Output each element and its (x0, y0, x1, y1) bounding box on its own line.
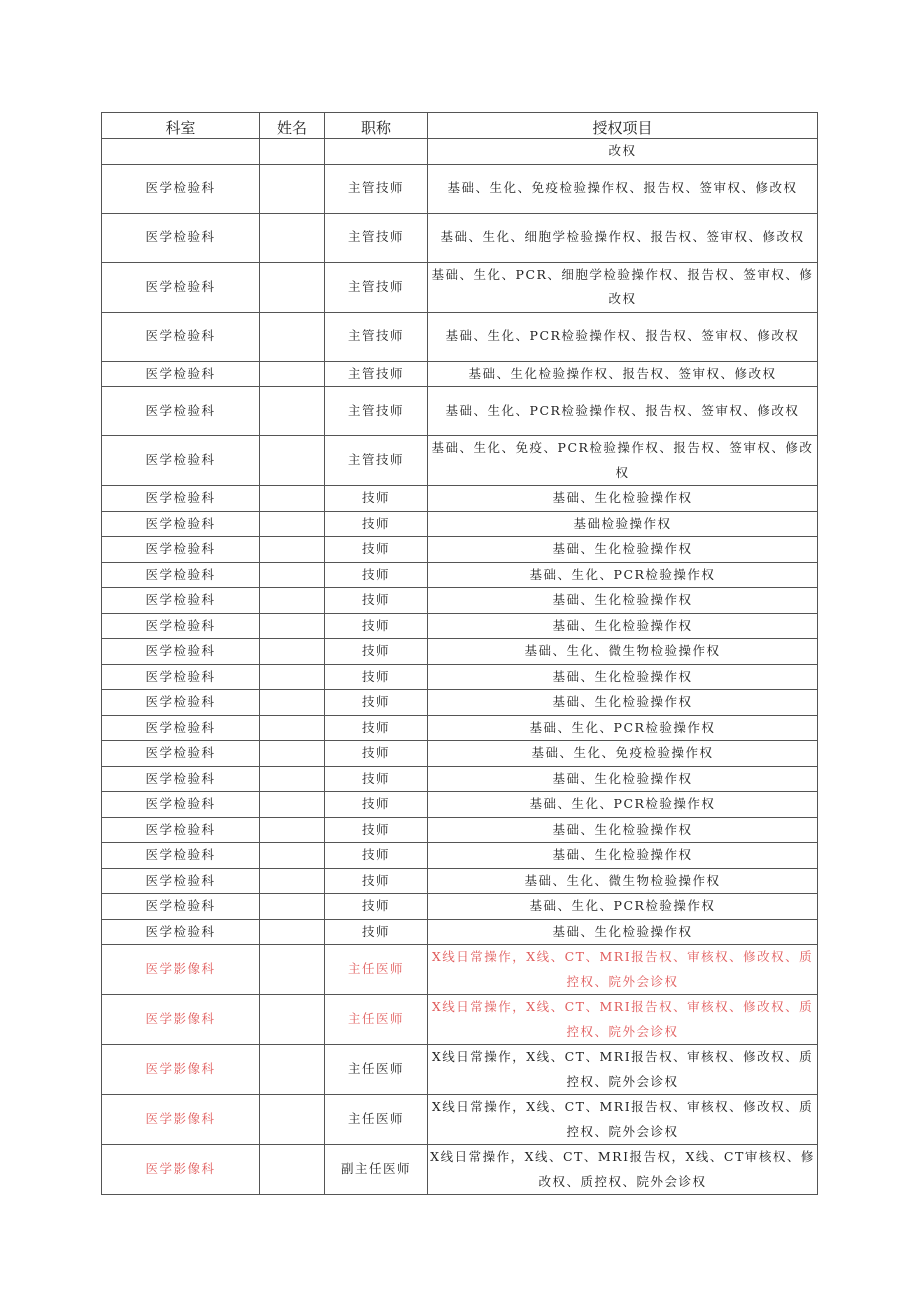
table-row (102, 1145, 818, 1195)
title-cell: 主管技师 (325, 312, 428, 361)
name-cell (260, 894, 325, 920)
title-cell: 技师 (325, 919, 428, 945)
dept-cell: 医学检验科 (102, 511, 260, 537)
table-row (102, 792, 818, 818)
scope-cell: X线日常操作，X线、CT、MRI报告权、审核权、修改权、质控权、院外会诊权 (428, 995, 818, 1045)
name-cell (260, 613, 325, 639)
scope-cell: 基础、生化检验操作权、报告权、签审权、修改权 (428, 361, 818, 387)
dept-cell: 医学检验科 (102, 766, 260, 792)
title-cell: 技师 (325, 741, 428, 767)
title-cell: 技师 (325, 766, 428, 792)
title-cell: 主任医师 (325, 1045, 428, 1095)
scope-cell: 基础、生化检验操作权 (428, 588, 818, 614)
dept-cell: 医学检验科 (102, 562, 260, 588)
title-cell: 主管技师 (325, 262, 428, 312)
header-title: 职称 (325, 113, 428, 139)
table-row (102, 741, 818, 767)
dept-cell: 医学检验科 (102, 312, 260, 361)
title-cell: 技师 (325, 511, 428, 537)
table-row (102, 537, 818, 563)
table-row (102, 817, 818, 843)
table-row (102, 588, 818, 614)
table-row (102, 1095, 818, 1145)
name-cell (260, 715, 325, 741)
scope-cell: 基础、生化、PCR检验操作权 (428, 792, 818, 818)
name-cell (260, 919, 325, 945)
name-cell (260, 995, 325, 1045)
name-cell (260, 139, 325, 165)
scope-cell: 基础、生化、免疫、PCR检验操作权、报告权、签审权、修改权 (428, 436, 818, 486)
dept-cell: 医学检验科 (102, 262, 260, 312)
scope-cell: X线日常操作，X线、CT、MRI报告权、审核权、修改权、质控权、院外会诊权 (428, 1045, 818, 1095)
table-body (102, 139, 818, 1195)
dept-cell: 医学检验科 (102, 715, 260, 741)
dept-cell (102, 139, 260, 165)
name-cell (260, 213, 325, 262)
scope-cell: 基础、生化、微生物检验操作权 (428, 868, 818, 894)
title-cell: 主任医师 (325, 945, 428, 995)
scope-cell: 基础、生化检验操作权 (428, 817, 818, 843)
table-row (102, 511, 818, 537)
table-row (102, 436, 818, 486)
title-cell: 副主任医师 (325, 1145, 428, 1195)
scope-cell: 基础、生化、PCR检验操作权、报告权、签审权、修改权 (428, 387, 818, 436)
table-row (102, 766, 818, 792)
header-scope: 授权项目 (428, 113, 818, 139)
dept-cell: 医学影像科 (102, 995, 260, 1045)
dept-cell: 医学影像科 (102, 945, 260, 995)
name-cell (260, 361, 325, 387)
name-cell (260, 312, 325, 361)
dept-cell: 医学影像科 (102, 1045, 260, 1095)
scope-cell: 基础、生化、PCR、细胞学检验操作权、报告权、签审权、修改权 (428, 262, 818, 312)
header-name: 姓名 (260, 113, 325, 139)
table-row (102, 213, 818, 262)
header-dept: 科室 (102, 113, 260, 139)
title-cell: 主管技师 (325, 361, 428, 387)
scope-cell: 基础、生化检验操作权 (428, 766, 818, 792)
table-row (102, 312, 818, 361)
title-cell: 技师 (325, 537, 428, 563)
scope-cell: 基础、生化检验操作权 (428, 613, 818, 639)
dept-cell: 医学影像科 (102, 1095, 260, 1145)
table-row (102, 690, 818, 716)
name-cell (260, 741, 325, 767)
title-cell: 技师 (325, 843, 428, 869)
title-cell: 主任医师 (325, 1095, 428, 1145)
table-row (102, 387, 818, 436)
dept-cell: 医学检验科 (102, 164, 260, 213)
scope-cell: X线日常操作，X线、CT、MRI报告权、审核权、修改权、质控权、院外会诊权 (428, 1095, 818, 1145)
scope-cell: 基础、生化检验操作权 (428, 537, 818, 563)
scope-cell: 基础、生化、微生物检验操作权 (428, 639, 818, 665)
dept-cell: 医学检验科 (102, 537, 260, 563)
name-cell (260, 1145, 325, 1195)
dept-cell: 医学检验科 (102, 588, 260, 614)
scope-cell: 基础、生化、细胞学检验操作权、报告权、签审权、修改权 (428, 213, 818, 262)
name-cell (260, 817, 325, 843)
scope-cell: 基础、生化检验操作权 (428, 664, 818, 690)
table-row (102, 664, 818, 690)
scope-cell: 基础、生化、PCR检验操作权、报告权、签审权、修改权 (428, 312, 818, 361)
dept-cell: 医学检验科 (102, 868, 260, 894)
title-cell: 主管技师 (325, 436, 428, 486)
dept-cell: 医学检验科 (102, 792, 260, 818)
name-cell (260, 792, 325, 818)
scope-cell: X线日常操作，X线、CT、MRI报告权，X线、CT审核权、修改权、质控权、院外会诊权 (428, 1145, 818, 1195)
table-row (102, 894, 818, 920)
dept-cell: 医学检验科 (102, 919, 260, 945)
title-cell: 技师 (325, 690, 428, 716)
table-row (102, 715, 818, 741)
table-row (102, 945, 818, 995)
table-row (102, 613, 818, 639)
title-cell: 技师 (325, 817, 428, 843)
table-row (102, 562, 818, 588)
dept-cell: 医学检验科 (102, 664, 260, 690)
scope-cell: 基础、生化检验操作权 (428, 486, 818, 512)
title-cell (325, 139, 428, 165)
table-row (102, 639, 818, 665)
name-cell (260, 945, 325, 995)
title-cell: 技师 (325, 588, 428, 614)
name-cell (260, 562, 325, 588)
name-cell (260, 537, 325, 563)
scope-cell: 基础、生化、PCR检验操作权 (428, 715, 818, 741)
name-cell (260, 486, 325, 512)
table-header-row (102, 113, 818, 139)
dept-cell: 医学检验科 (102, 690, 260, 716)
name-cell (260, 868, 325, 894)
scope-cell: 基础、生化检验操作权 (428, 919, 818, 945)
scope-cell: 改权 (428, 139, 818, 165)
table-row (102, 139, 818, 165)
dept-cell: 医学检验科 (102, 817, 260, 843)
table-row (102, 164, 818, 213)
name-cell (260, 843, 325, 869)
dept-cell: 医学检验科 (102, 894, 260, 920)
dept-cell: 医学检验科 (102, 213, 260, 262)
dept-cell: 医学影像科 (102, 1145, 260, 1195)
title-cell: 技师 (325, 894, 428, 920)
table-row (102, 262, 818, 312)
title-cell: 技师 (325, 613, 428, 639)
dept-cell: 医学检验科 (102, 361, 260, 387)
name-cell (260, 262, 325, 312)
scope-cell: 基础、生化、PCR检验操作权 (428, 894, 818, 920)
dept-cell: 医学检验科 (102, 486, 260, 512)
table-row (102, 995, 818, 1045)
scope-cell: 基础、生化、免疫检验操作权 (428, 741, 818, 767)
name-cell (260, 164, 325, 213)
table-row (102, 843, 818, 869)
name-cell (260, 690, 325, 716)
name-cell (260, 639, 325, 665)
dept-cell: 医学检验科 (102, 843, 260, 869)
name-cell (260, 1095, 325, 1145)
title-cell: 主任医师 (325, 995, 428, 1045)
authorization-table (101, 112, 818, 1195)
scope-cell: 基础、生化、免疫检验操作权、报告权、签审权、修改权 (428, 164, 818, 213)
title-cell: 技师 (325, 664, 428, 690)
name-cell (260, 436, 325, 486)
title-cell: 主管技师 (325, 213, 428, 262)
dept-cell: 医学检验科 (102, 387, 260, 436)
name-cell (260, 766, 325, 792)
table-row (102, 868, 818, 894)
scope-cell: 基础、生化检验操作权 (428, 690, 818, 716)
dept-cell: 医学检验科 (102, 639, 260, 665)
table-row (102, 1045, 818, 1095)
dept-cell: 医学检验科 (102, 436, 260, 486)
dept-cell: 医学检验科 (102, 741, 260, 767)
title-cell: 技师 (325, 562, 428, 588)
table-row (102, 486, 818, 512)
scope-cell: 基础检验操作权 (428, 511, 818, 537)
title-cell: 技师 (325, 715, 428, 741)
name-cell (260, 588, 325, 614)
scope-cell: 基础、生化、PCR检验操作权 (428, 562, 818, 588)
title-cell: 技师 (325, 792, 428, 818)
title-cell: 主管技师 (325, 387, 428, 436)
scope-cell: 基础、生化检验操作权 (428, 843, 818, 869)
title-cell: 技师 (325, 486, 428, 512)
dept-cell: 医学检验科 (102, 613, 260, 639)
title-cell: 技师 (325, 868, 428, 894)
name-cell (260, 1045, 325, 1095)
title-cell: 技师 (325, 639, 428, 665)
title-cell: 主管技师 (325, 164, 428, 213)
scope-cell: X线日常操作，X线、CT、MRI报告权、审核权、修改权、质控权、院外会诊权 (428, 945, 818, 995)
name-cell (260, 511, 325, 537)
name-cell (260, 664, 325, 690)
name-cell (260, 387, 325, 436)
table-row (102, 919, 818, 945)
table-row (102, 361, 818, 387)
